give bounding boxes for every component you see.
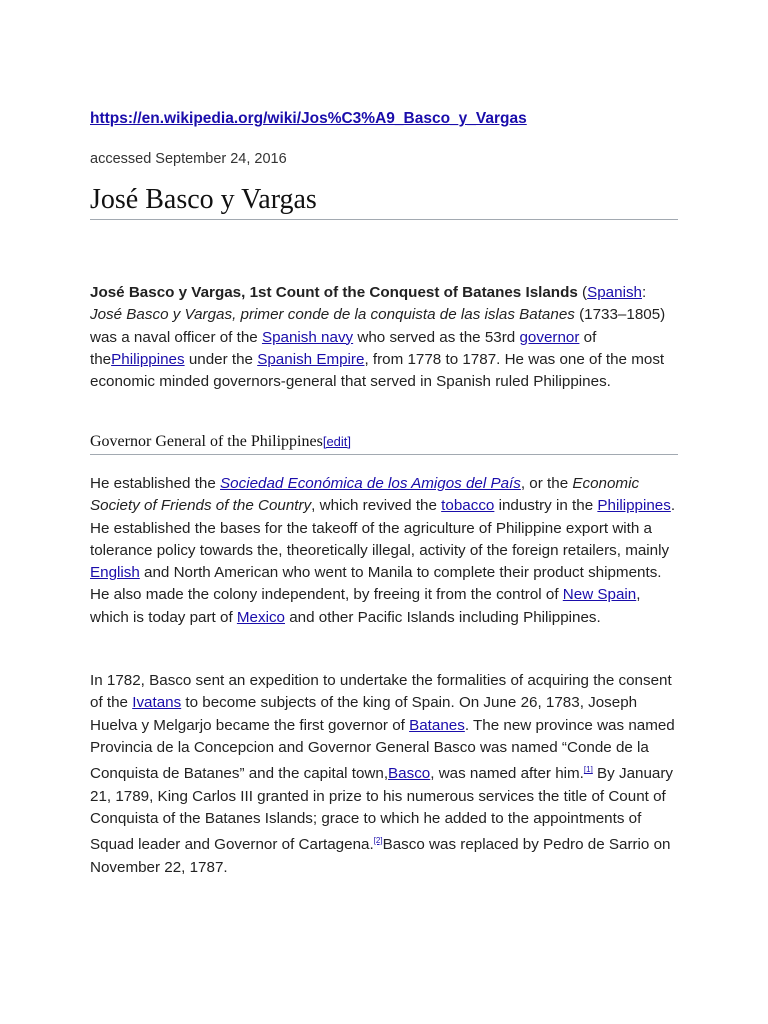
- para-text: , which revived the: [311, 497, 442, 515]
- link-basco[interactable]: Basco: [388, 765, 431, 783]
- link-mexico[interactable]: Mexico: [236, 608, 285, 626]
- para-text: . He established the bases for the takeoff of the agriculture of Philippine export with a tolerance policy towards the, theoretically illegal, activity of the foreign retailers, mainly: [90, 497, 676, 559]
- intro-bold-name: José Basco y Vargas, 1st Count of the Conquest of Batanes Islands: [90, 284, 578, 301]
- reference-1-link[interactable]: [1]: [583, 765, 593, 775]
- intro-paragraph: [90, 282, 680, 393]
- para-text: to become subjects of the king of Spain. On June 26, 1783, Joseph Huelva y Melgarjo became the first governor of: [90, 694, 638, 734]
- governor-paragraph: [90, 473, 680, 629]
- link-ivatans[interactable]: Ivatans: [132, 694, 182, 712]
- para-text: , was named after him.: [430, 765, 584, 783]
- para-text: . The new province was named Provincia de la Concepcion and Governor General Basco was named “Conde de la Conquista de Batanes” and the capital town,: [90, 716, 675, 783]
- link-spanish-empire[interactable]: Spanish Empire: [257, 350, 365, 368]
- intro-text: under the: [184, 350, 258, 368]
- batanes-paragraph: [90, 670, 680, 879]
- intro-text: , from 1778 to 1787. He was one of the most economic minded governors-general that served in Spanish ruled Philippines.: [90, 350, 665, 391]
- link-spanish[interactable]: Spanish: [587, 284, 642, 301]
- para-text: industry in the: [494, 497, 598, 515]
- intro-text: (1733–1805) was a naval officer of the: [90, 306, 666, 346]
- intro-text: who served as the 53rd: [353, 328, 520, 346]
- economic-society-italic: Economic Society of Friends of the Country: [90, 475, 640, 515]
- para-text: By January 21, 1789, King Carlos III granted in prize to his numerous services the title of Count of Conquista of the Batanes Islands; grace to which he added to the appointments of Squad leader and Governor of Cartagena.: [90, 765, 674, 854]
- link-philippines-2[interactable]: Philippines: [597, 497, 671, 515]
- para-text: and North American who went to Manila to complete their product shipments. He also made the colony independent, by freeing it from the control of: [90, 564, 662, 604]
- link-batanes[interactable]: Batanes: [409, 716, 465, 734]
- source-url-link[interactable]: https://en.wikipedia.org/wiki/Jos%C3%A9_Basco_y_Vargas: [90, 110, 527, 127]
- intro-text: :: [641, 284, 647, 301]
- para-text: Basco was replaced by Pedro de Sarrio on November 22, 1787.: [90, 836, 671, 876]
- link-governor[interactable]: governor: [519, 328, 580, 346]
- para-text: and other Pacific Islands including Philippines.: [285, 608, 601, 626]
- link-philippines[interactable]: Philippines: [111, 350, 185, 368]
- link-sociedad-economica[interactable]: Sociedad Económica de los Amigos del País: [220, 475, 521, 492]
- para-text: , which is today part of: [90, 586, 641, 626]
- link-english[interactable]: English: [90, 564, 140, 582]
- reference-2-link[interactable]: [2]: [373, 836, 383, 846]
- section-heading-text: Governor General of the Philippines: [90, 433, 323, 450]
- accessed-date: accessed September 24, 2016: [90, 151, 287, 167]
- link-spanish-navy[interactable]: Spanish navy: [261, 328, 354, 346]
- link-tobacco[interactable]: tobacco: [441, 497, 495, 515]
- intro-text: of the: [90, 328, 597, 368]
- link-new-spain[interactable]: New Spain: [562, 586, 637, 604]
- page-title: José Basco y Vargas: [90, 184, 678, 220]
- intro-italic-name: José Basco y Vargas, primer conde de la conquista de las islas Batanes: [90, 306, 575, 324]
- section-heading: [90, 433, 678, 455]
- para-text: , or the: [520, 475, 573, 492]
- para-text: In 1782, Basco sent an expedition to undertake the formalities of acquiring the consent of the: [90, 672, 672, 712]
- section-edit-link[interactable]: [edit]: [322, 434, 352, 449]
- para-text: He established the: [90, 475, 221, 492]
- intro-text: (: [577, 284, 588, 301]
